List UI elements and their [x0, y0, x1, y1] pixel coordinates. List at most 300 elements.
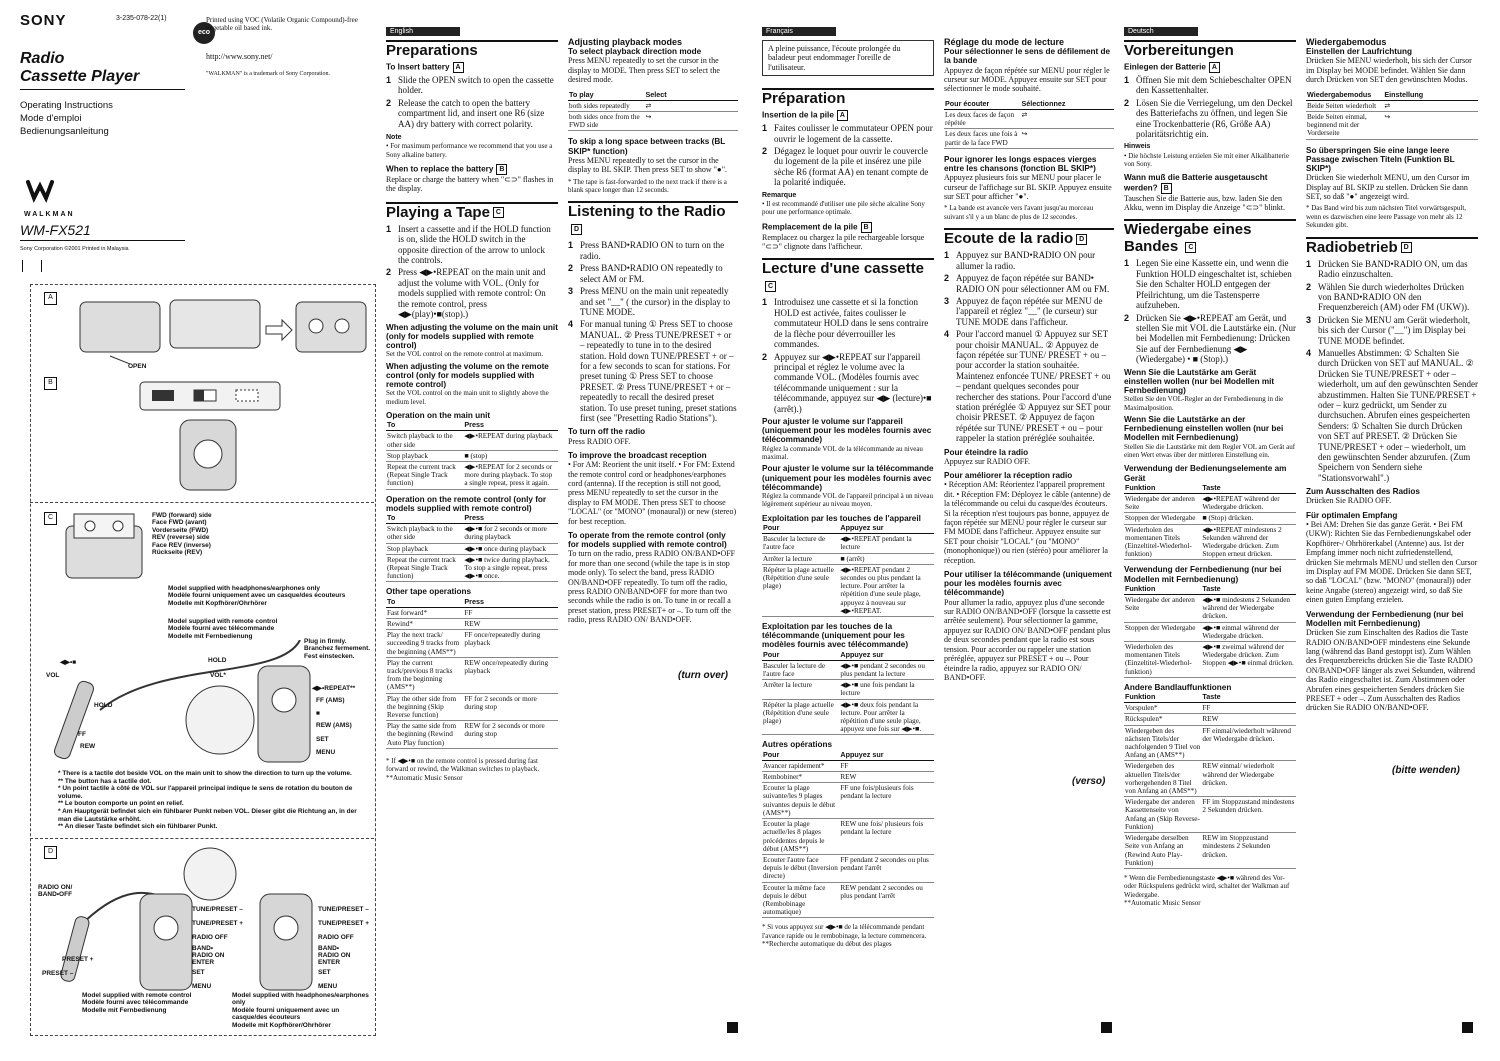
note-1: * There is a tactile dot beside VOL on the main unit to show the direction to turn up the volume.: [58, 770, 352, 777]
en-vol-remote-title: When adjusting the volume on the remote control (only for models supplied with remote control): [386, 361, 549, 389]
table-cell-action: Beide Seiten wiederholt: [1306, 100, 1383, 111]
en-vol-main-title: When adjusting the volume on the main unit (only for models supplied with remote control): [386, 322, 558, 350]
table-row: [1124, 725, 1296, 761]
eco-badge: eco: [193, 22, 215, 44]
rc-caption-en: Model supplied with remote control: [168, 618, 278, 625]
table-cell-action: Wiederholen des momentanen Titels (Einzeltitel-Wiederhol-funktion): [1124, 524, 1201, 560]
section-divider-2: [30, 838, 374, 839]
table-cell-control: ■ (arrêt): [839, 553, 934, 564]
table-cell-control: REW: [839, 772, 934, 783]
fr-improve-text: • Réception AM: Réorientez l'appareil proprement dit. • Réception FM: Déployez le câble (antenne) de la télécommande ou celui du casque/des écouteurs. Si la réception n'est toujours pas bonne, appuyez de façon répétée sur MENU pour régler le curseur sur FM MODE dans l'afficheur. Appuyez ensuite sur SET pour choisir "LOCAL" (ou "MONO" (monophonique)) ou rien (stéréo) pour améliorer la réception.: [944, 480, 1111, 565]
en-ref-d: D: [571, 224, 582, 235]
table-row: [762, 660, 934, 679]
plug-de: Fest einstecken.: [304, 652, 355, 660]
de-note-title: Hinweis: [1124, 143, 1151, 151]
radio-off-right: RADIO OFF: [318, 934, 354, 941]
en-improve-text: • For AM: Reorient the unit itself. • For FM: Extend the remote control cord or headphones/earphones cord (antenna). If the reception is still not good, press MENU repeatedly to set the cursor in the display to FM MODE. Then press SET to choose "LOCAL" (or "MONO" (monaural)) or new (stereo) for best reception.: [568, 460, 737, 526]
en-radio-step-3: 3 Press MENU on the main unit repeatedly and set "__" ( the cursor) in the display to TUNE MODE.: [568, 286, 731, 317]
en-replace-text: Replace or charge the battery when "⊂⊃" flashes in the display.: [386, 175, 554, 194]
set-right: SET: [318, 969, 331, 976]
table-cell-control: REW for 2 seconds or more during stop: [463, 721, 558, 749]
table-cell-action: Rewind*: [386, 619, 463, 630]
table-row: [762, 699, 934, 735]
en-other-title: Other tape operations: [386, 587, 472, 597]
sony-url: http://www.sony.net/: [206, 52, 273, 61]
table-row: [1124, 797, 1296, 833]
en-vol-main-text: Set the VOL control on the remote control at maximum.: [386, 350, 544, 359]
de-op-remote-table: Funktion Taste Wiedergabe der anderen Seite ◀▶•■ mindestens 2 Sekunden während der Wiedergabe drücken. Stoppen der Wiedergabe ◀▶•■ einmal während der Wiedergabe drücken. Wiederholen des momentanen Titels (Einzeltitel-Wiederhol-funktion) ◀▶•■ zweimal während der Wiedergabe drücken. Zum Stoppen ◀▶•■ einmal drücken.: [1124, 584, 1296, 678]
table-cell-action: Les deux faces une fois à partir de la face FWD: [944, 129, 1021, 148]
fr-play-step-2: 2 Appuyez sur ◀▶•REPEAT sur l'appareil principal et réglez le volume avec la commande VOL. (Modèles fournis avec télécommande uniquement : sur la télécommande, appuyez sur ◀▶ (lecture)•■ (arrêt).): [762, 351, 932, 414]
fr-adj-table: Pour écouter Sélectionnez Les deux faces de façon répétée ⇄ Les deux faces une fois à partir de la face FWD ↪: [944, 99, 1114, 149]
fr-op-main-title: Exploitation par les touches de l'appareil: [762, 513, 921, 523]
table-cell-control: ↪: [1383, 112, 1478, 140]
table-row: [1124, 595, 1296, 623]
figure-b-label: B: [44, 377, 57, 390]
table-cell-action: Basculer la lecture de l'autre face: [762, 660, 839, 679]
en-op-remote-title: Operation on the remote control (only for models supplied with remote control): [386, 494, 547, 513]
fr-ref-c: C: [765, 281, 776, 292]
de-remote-text: Drücken Sie zum Einschalten des Radios die Taste RADIO ON/BAND•OFF mindestens eine Sekunde lang (während das Band gestoppt ist). Zum Wählen des Frequenzbereichs drücken Sie die Taste RADIO ON/BAND•OFF länger als zwei Sekunden, während das Radio eingeschaltet ist. Zum Abstimmen oder Abrufen eines gespeicherten Senders drücken Sie PRESET + oder –. Zum Ausschalten des Radios drücken Sie RADIO ON/BAND•OFF.: [1306, 628, 1475, 713]
menu-label: MENU: [316, 749, 336, 756]
table-cell-control: FF une fois/plusieurs fois pendant la lecture: [839, 783, 934, 819]
table-cell-control: ◀▶•REPEAT während der Wiedergabe drücken.: [1201, 493, 1296, 512]
table-cell-control: ◀▶•■ once during playback: [463, 543, 558, 554]
table-row: [386, 524, 558, 543]
repeat-label: ◀▶•REPEAT**: [312, 685, 356, 692]
menu-right: MENU: [318, 983, 338, 990]
table-row: [1124, 761, 1296, 797]
fr-radio-title-row: [944, 230, 1114, 247]
table-cell-action: Play the same side from the beginning (Rewind Auto Play function): [386, 721, 463, 749]
note-3: * Un point tactile à côté de VOL sur l'appareil principal indique le sens de rotation du bouton de volume.: [58, 785, 353, 800]
de-vol-main-title: Wenn Sie die Lautstärke am Gerät einstellen wollen (nur bei Modellen mit Fernbedienung): [1124, 367, 1275, 395]
fig-c-notes: [58, 770, 370, 831]
d-rc-fr: Modèle fourni avec télécommande: [82, 999, 189, 1007]
table-cell-action: Play the current track/previous 8 tracks from the beginning (AMS**): [386, 657, 463, 693]
table-cell-action: Wiedergabe derselben Seite von Anfang an (Rewind Auto Play-Funktion): [1124, 833, 1201, 869]
fr-note-title: Remarque: [762, 191, 797, 199]
table-cell-action: Play the next track/ succeeding 9 tracks from the beginning (AMS**): [386, 630, 463, 658]
fr-off-title: Pour éteindre la radio: [944, 447, 1029, 457]
table-cell-control: ◀▶•■ une fois pendant la lecture: [839, 680, 934, 699]
table-cell-control: ◀▶•REPEAT pendant la lecture: [839, 534, 934, 553]
rev-side-fr: Face REV (inverse): [152, 541, 211, 549]
table-cell-control: REW once/repeatedly during playback: [463, 657, 558, 693]
de-op-remote-title: Verwendung der Fernbedienung (nur bei Modellen mit Fernbedienung): [1124, 565, 1282, 584]
rew-ams-label: REW (AMS): [316, 722, 352, 729]
open-label: OPEN: [128, 363, 147, 370]
table-cell-action: Wiederholen des momentanen Titels (Einzeltitel-Wiederhol-funktion): [1124, 642, 1201, 678]
table-cell-action: Arrêter la lecture: [762, 553, 839, 564]
en-ref-c: C: [493, 207, 504, 218]
remote-model-caption: [168, 618, 277, 640]
fwd-side-en: FWD (forward) side: [152, 512, 212, 519]
d-hp-fr: Modèle fourni uniquement avec un casque/des écouteurs: [232, 1006, 340, 1022]
de-skip-foot: * Das Band wird bis zum nächsten Titel vorwärtsgespult, wenn es dazwischen eine leere Passage von mehr als 12 Sekunden gibt.: [1306, 204, 1467, 230]
table-cell-control: ◀▶•REPEAT mindestens 2 Sekunden während der Wiedergabe drücken. Zum Stoppen erneut drücken.: [1201, 524, 1296, 560]
de-radio-step-4: 4 Manuelles Abstimmen: ① Schalten Sie durch Drücken von SET auf MANUAL. ② Drücken Sie TUNE/PRESET + oder – wiederholt, um auf den gewünschten Sender abzustimmen. Halten Sie TUNE/PRESET + oder – kurz gedrückt, um Sender zu durchsuchen. Abrufen eines gespeicherten Senders: ① Schalten Sie durch Drücken von SET auf PRESET. ② Drücken Sie TUNE/PRESET + oder – wiederholt, um den gewünschten Sender abzurufen. (Zum Speichern von Sendern siehe "Stationsvorwahl".): [1306, 347, 1478, 483]
en-op-main-title: Operation on the main unit: [386, 410, 491, 420]
table-cell-control: FF once/repeatedly during playback: [463, 630, 558, 658]
table-cell-control: ⇄: [645, 100, 739, 111]
table-cell-action: Ecouter la plage suivante/les 9 plages suivantes depuis le début (AMS**): [762, 783, 839, 819]
en-skip-foot: * The tape is fast-forwarded to the next track if there is a blank space longer than 12 seconds.: [568, 177, 727, 195]
en-replace-title: When to replace the battery: [386, 164, 494, 174]
table-cell-action: Wiedergabe der anderen Kassettenseite von Anfang an (Skip Reverse-Funktion): [1125, 798, 1200, 831]
table-row: [386, 619, 558, 630]
en-ref-a: A: [453, 62, 464, 73]
de-op-main-title: Verwendung der Bedienungselemente am Gerät: [1124, 464, 1287, 483]
fr-insert-step-2: 2 Dégagez le loquet pour ouvrir le couvercle du logement de la pile et insérez une pile sèche R6 (format AA) en tenant compte de la polarité indiquée.: [762, 146, 929, 188]
fr-other-title: Autres opérations: [762, 740, 833, 750]
fr-playing-title-row: [762, 260, 934, 294]
de-replace-title: Wann muß die Batterie ausgetauscht werden?: [1124, 173, 1268, 193]
table-cell-control: FF for 2 seconds or more during stop: [463, 693, 558, 721]
registration-mark-3: [1462, 1022, 1473, 1033]
table-cell-control: ⇄: [1021, 110, 1115, 129]
fr-insert-step-1: 1 Faites coulisser le commutateur OPEN pour ouvrir le logement de la cassette.: [762, 123, 933, 144]
verso: (verso): [1072, 776, 1106, 787]
en-other-table: To Press Fast forward* FF Rewind* REW Play the next track/ succeeding 9 tracks from the beginning (AMS**) FF once/repeatedly during playback Play the current track/previous 8 tracks from the beginning (AMS**) REW once/repeatedly during playback Play the other side from the beginning (Skip Reverse function) FF for 2 seconds or more during stop Play the same side from the beginning (Rewind Auto Play function) REW for 2 seconds or more during stop: [386, 597, 558, 749]
de-adj-table: Wiedergabemodus Einstellung Beide Seiten wiederholt ⇄ Beide Seiten einmal, beginnend mit der Vorderseite ↪: [1306, 90, 1478, 140]
registration-mark-1: [727, 1022, 738, 1033]
de-insert-battery-heading: Einlegen der Batterie: [1124, 62, 1206, 72]
rew-label-remote: REW: [80, 743, 96, 750]
note-2: ** The button has a tactile dot.: [58, 777, 152, 785]
table-cell-control: ■ (Stop) drücken.: [1201, 513, 1296, 524]
walkman-wordmark: WALKMAN: [24, 211, 75, 218]
de-playing-title: Wiedergabe eines Bandes: [1124, 221, 1252, 256]
table-cell-action: Fast forward*: [386, 607, 463, 618]
table-row: [386, 543, 558, 554]
table-row: [762, 882, 934, 918]
en-adj-title: Adjusting playback modes: [568, 37, 683, 47]
table-cell-control: ◀▶•■ mindestens 2 Sekunden während der Wiedergabe drücken.: [1201, 595, 1296, 623]
table-row: [944, 110, 1114, 129]
fr-ref-b: B: [861, 222, 872, 233]
french-col-2: [944, 38, 1114, 682]
table-cell-control: ◀▶•■ deux fois pendant la lecture. Pour arrêter la répétition d'une seule plage, appuyez une fois sur ◀▶•■.: [839, 699, 934, 735]
table-cell-action: Wiedergabe der anderen Seite: [1124, 595, 1201, 623]
fr-adj-title: Réglage du mode de lecture: [944, 37, 1065, 47]
table-row: [386, 607, 558, 618]
copyright: Sony Corporation ©2001 Printed in Malaysia: [20, 246, 129, 252]
de-replace-text: Tauschen Sie die Batterie aus, bzw. laden Sie den Akku, wenn im Display die Anzeige "⊂⊃" blinkt.: [1124, 193, 1286, 213]
d-rc-en: Model supplied with remote control: [82, 992, 192, 999]
en-play-step-1: 1 Insert a cassette and if the HOLD function is on, slide the HOLD switch in the opposite direction of the arrow to unlock the controls.: [386, 223, 551, 266]
de-vol-remote-title: Wenn Sie die Lautstärke an der Fernbedienung einstellen wollen (nur bei Modellen mit Fernbedienung): [1124, 414, 1284, 443]
rev-side-en: REV (reverse) side: [152, 534, 210, 542]
de-radio-title: Radiobetrieb: [1306, 238, 1398, 256]
en-insert-battery-heading: To Insert battery: [386, 62, 450, 72]
section-divider: [30, 502, 374, 503]
fr-skip-text: Appuyez plusieurs fois sur MENU pour placer le curseur de l'affichage sur BL SKIP. Appuyez ensuite sur SET pour afficher "●".: [944, 173, 1112, 202]
table-cell-control: FF im Stoppzustand mindestens 2 Sekunden drücken.: [1201, 797, 1296, 833]
hp-caption-de: Modelle mit Kopfhörer/Ohrhörer: [168, 599, 267, 607]
table-cell-control: ◀▶•■ twice during playback. To stop a single repeat, press ◀▶•■ once.: [463, 554, 558, 582]
fr-radio-step-2: 2 Appuyez de façon répétée sur BAND• RADIO ON pour sélectionner AM ou FM.: [944, 273, 1110, 294]
table-cell-action: Stoppen der Wiedergabe: [1124, 513, 1201, 524]
hp-caption-en: Model supplied with headphones/earphones only: [168, 585, 321, 592]
en-playing-title-row: [386, 204, 558, 221]
fr-skip-title: Pour ignorer les longs espaces vierges entre les chansons (fonction BL SKIP*): [944, 154, 1097, 174]
de-off-text: Drücken Sie RADIO OFF.: [1306, 496, 1392, 506]
manual-fr: Mode d'emploi: [20, 113, 82, 124]
manual-en: Operating Instructions: [20, 100, 113, 111]
table-row: [386, 657, 558, 693]
table-cell-action: Ecouter la plage actuelle/les 8 plages précédentes depuis le début (AMS**): [762, 819, 839, 855]
table-cell-control: ◀▶•■ pendant 2 secondes ou plus pendant la lecture: [839, 660, 934, 679]
table-row: [1124, 493, 1296, 512]
tune-minus-mid: TUNE/PRESET –: [192, 906, 243, 913]
preset-plus-label: PRESET +: [62, 956, 94, 963]
fr-warning-text: A pleine puissance, l'écoute prolongée du baladeur peut endommager l'oreille de l'utilisateur.: [768, 44, 901, 72]
table-cell-control: FF: [463, 607, 558, 618]
de-adj-text: Drücken Sie MENU wiederholt, bis sich der Cursor im Display bei MODE befindet. Wählen Sie dann durch Drücken von SET den gewünschten Modus.: [1306, 56, 1472, 85]
table-cell-action: Rückspulen*: [1124, 714, 1201, 725]
preset-minus-label: PRESET –: [42, 970, 74, 977]
play-stop-label: ◀▶•■: [60, 659, 77, 666]
de-playing-title-row: [1124, 221, 1296, 255]
german-col-2: [1306, 38, 1478, 713]
table-row: [1306, 100, 1478, 111]
table-cell-action: Ecouter la même face depuis le début (Rembobinage automatique): [762, 882, 839, 918]
eco-text: Printed using VOC (Volatile Organic Compound)-free vegetable oil based ink.: [206, 16, 358, 33]
table-row: [386, 450, 558, 461]
en-improve-title: To improve the broadcast reception: [568, 450, 707, 460]
de-improve-title: Für optimalen Empfang: [1306, 510, 1398, 520]
figure-a-label: A: [44, 292, 57, 305]
table-row: [944, 129, 1114, 148]
de-op-main-table: Funktion Taste Wiedergabe der anderen Seite ◀▶•REPEAT während der Wiedergabe drücken. Stoppen der Wiedergabe ■ (Stop) drücken. Wiederholen des momentanen Titels (Einzeltitel-Wiederhol-funktion) ◀▶•REPEAT mindestens 2 Sekunden während der Wiedergabe drücken. Zum Stoppen erneut drücken.: [1124, 483, 1296, 561]
de-ref-c: C: [1185, 242, 1196, 253]
fr-play-step-1: 1 Introduisez une cassette et si la fonction HOLD est activée, faites coulisser le commutateur HOLD dans le sens contraire de la flèche pour déverrouiller les commandes.: [762, 297, 929, 350]
table-row: [386, 431, 558, 450]
part-number: 3-235-078-22(1): [116, 15, 167, 22]
fr-foot-1: * Si vous appuyez sur ◀▶•■ de la télécommande pendant l'avance rapide ou le rembobinage, la lecture commencera.: [762, 923, 927, 940]
de-adj-title: Wiedergabemodus: [1306, 37, 1387, 47]
fr-warning-box: [762, 40, 934, 76]
rc-caption-de: Modelle mit Fernbedienung: [168, 632, 253, 640]
fr-radio-title: Ecoute de la radio: [944, 230, 1074, 248]
note-4: ** Le bouton comporte un point en relief.: [58, 800, 184, 808]
fr-vol-remote-text: Réglez la commande VOL de l'appareil principal à un niveau légèrement supérieur au niveau moyen.: [762, 491, 933, 509]
table-cell-action: Rembobiner*: [762, 772, 839, 783]
de-skip-text: Drücken Sie wiederholt MENU, um den Cursor im Display auf BL SKIP zu stellen. Drücken Sie dann SET, so daß "●" angezeigt wird.: [1306, 173, 1470, 202]
table-row: [386, 461, 558, 489]
fwd-side-de: Vorderseite (FWD): [152, 526, 209, 534]
tune-plus-right: TUNE/PRESET +: [318, 920, 370, 927]
product-title: [20, 50, 139, 86]
ff-ams-label: FF (AMS): [316, 697, 345, 704]
fr-off-text: Appuyez sur RADIO OFF.: [944, 456, 1031, 466]
fr-vol-main-text: Réglez la commande VOL de la télécommande au niveau maximal.: [762, 444, 923, 461]
en-remote-title: To operate from the remote control (only for models supplied with remote control): [568, 531, 727, 550]
table-cell-action: Play the other side from the beginning (Skip Reverse function): [386, 693, 463, 721]
de-skip-title: So überspringen Sie eine lange leere Passage zwischen Titeln (Funktion BL SKIP*): [1306, 145, 1455, 174]
table-cell-action: Repeat the current track (Repeat Single Track function): [386, 554, 463, 582]
table-row: [762, 819, 934, 855]
fr-op-remote-table: Pour Appuyez sur Basculer la lecture de l'autre face ◀▶•■ pendant 2 secondes ou plus pendant la lecture Arrêter la lecture ◀▶•■ une fois pendant la lecture Répéter la plage actuelle (Répétition d'une seule plage) ◀▶•■ deux fois pendant la lecture. Pour arrêter la répétition d'une seule plage, appuyez une fois sur ◀▶•■.: [762, 650, 934, 736]
fr-adj-text: Appuyez de façon répétée sur MENU pour régler le curseur sur MODE. Appuyez ensuite sur SET pour sélectionner le mode souhaité.: [944, 65, 1110, 94]
hold-label-1: HOLD: [208, 657, 227, 664]
plug-fr: Branchez fermement.: [304, 645, 371, 653]
table-cell-action: Stoppen der Wiedergabe: [1124, 622, 1201, 641]
en-adj-sub: To select playback direction mode: [568, 47, 702, 57]
band-radio-on-right: BAND• RADIO ON ENTER: [318, 945, 351, 966]
table-row: [762, 783, 934, 819]
table-cell-control: REW: [463, 619, 558, 630]
fr-improve-title: Pour améliorer la réception radio: [944, 471, 1073, 481]
table-row: [386, 721, 558, 749]
de-note-text: • Die höchste Leistung erzielen Sie mit einer Alkalibatterie von Sony.: [1124, 151, 1289, 169]
en-vol-remote-text: Set the VOL control on the main unit to slightly above the medium level.: [386, 389, 549, 406]
table-row: [762, 564, 934, 616]
de-improve-text: • Bei AM: Drehen Sie das ganze Gerät. • Bei FM (UKW): Richten Sie das Fernbedienungskabel oder Kopfhörer-/ Ohrhörerkabel (Antenne) aus. Ist der Empfang immer noch nicht zufriedenstellend, drücken Sie mehrmals MENU und stellen den Cursor im Display auf FM MODE. Drücken Sie dann SET, so daß "LOCAL" (bzw. "MONO" (monaural)) oder keine Angabe (stereo) angezeigt wird, so daß Sie einen guten Empfang erzielen.: [1306, 520, 1478, 605]
en-foot-1: * If ◀▶•■ on the remote control is pressed during fast forward or rewind, the Walkman switches to playback.: [386, 756, 540, 774]
en-play-step-2: 2 Press ◀▶•REPEAT on the main unit and adjust the volume with VOL. (Only for models supplied with remote control: On the remote control, press ◀▶(play)•■(stop).): [386, 267, 546, 320]
table-cell-control: ⇄: [1383, 100, 1478, 111]
table-row: [1124, 833, 1296, 869]
lang-tab-french: Français: [762, 27, 836, 36]
rc-caption-fr: Modèle fourni avec télécommande: [168, 625, 275, 633]
table-cell-action: Switch playback to the other side: [386, 524, 463, 543]
table-row: [762, 854, 934, 882]
set-mid: SET: [192, 969, 205, 976]
fr-note-text: • Il est recommandé d'utiliser une pile sèche alcaline Sony pour une performance optimale.: [762, 199, 925, 217]
set-label: SET: [316, 736, 329, 743]
radio-off-mid: RADIO OFF: [192, 934, 228, 941]
walkman-logo: [24, 178, 84, 218]
en-adj-text: Press MENU repeatedly to set the cursor in the display to MODE. Then press SET to select the desired mode.: [568, 56, 720, 85]
direction-labels: [152, 512, 212, 556]
table-cell-action: Ecouter l'autre face depuis le début (Inversion directe): [763, 855, 838, 881]
table-cell-action: Vorspulen*: [1124, 703, 1201, 714]
table-row: [568, 100, 738, 111]
fr-remote-title: Pour utiliser la télécommande (uniquement pour les modèles fournis avec télécommande): [944, 570, 1112, 598]
vol-star-label: VOL*: [210, 672, 226, 679]
fr-skip-foot: * La bande est avancée vers l'avant jusqu'au morceau suivant s'il y a un blanc de plus de 12 secondes.: [944, 204, 1094, 221]
model-number: WM-FX521: [20, 222, 91, 238]
table-row: [1124, 642, 1296, 678]
en-foot-2: **Automatic Music Sensor: [386, 773, 463, 782]
note-5: * Am Hauptgerät befindet sich ein fühlbarer Punkt neben VOL. Dieser gibt die Richtung an, in der man die Lautstärke erhöht.: [58, 807, 357, 823]
band-radio-on-mid: BAND• RADIO ON ENTER: [192, 945, 225, 966]
table-cell-control: ■ (stop): [463, 450, 558, 461]
ff-label-remote: FF: [78, 731, 86, 738]
table-cell-action: Arrêter la lecture: [762, 680, 839, 699]
fr-foot-2: **Recherche automatique du début des plages: [762, 940, 892, 949]
fr-prep-title: Préparation: [762, 90, 846, 108]
table-cell-action: Wiedergabe der anderen Seite: [1124, 493, 1201, 512]
table-cell-action: Les deux faces de façon répétée: [944, 110, 1021, 129]
table-cell-control: REW einmal/ wiederholt während der Wiedergabe drücken.: [1201, 761, 1296, 797]
de-radio-step-1: 1 Drücken Sie BAND•RADIO ON, um das Radio einzuschalten.: [1306, 258, 1468, 280]
table-cell-control: ◀▶•REPEAT for 2 seconds or more during playback. To stop a single repeat, press it again.: [463, 461, 558, 489]
en-op-main-table: To Press Switch playback to the other side ◀▶•REPEAT during playback Stop playback ■ (stop) Repeat the current track (Repeat Single Track function) ◀▶•REPEAT for 2 seconds or more during playback. To stop a single repeat, press it again.: [386, 420, 558, 489]
en-note-text: • For maximum performance we recommend that you use a Sony alkaline battery.: [386, 142, 553, 159]
fr-replace-text: Remplacez ou chargez la pile rechargeable lorsque "⊂⊃" clignote dans l'afficheur.: [762, 232, 925, 252]
table-cell-control: REW im Stoppzustand mindestens 2 Sekunden drücken.: [1201, 833, 1296, 869]
fr-remote-text: Pour allumer la radio, appuyez plus d'une seconde sur RADIO ON/BAND•OFF (lorsque la cassette est arrêtée seulement). Pour sélectionner la gamme, appuyez sur RADIO ON/ BAND•OFF pendant plus de deux secondes pendant que la radio est sous tension. Pour accorder ou rappeler une station préréglée, appuyez sur PRESET + ou –. Pour éteindre la radio, appuyez sur RADIO ON/ BAND•OFF.: [944, 597, 1111, 682]
manual-list: [20, 99, 113, 138]
table-cell-control: FF einmal/wiederholt während der Wiedergabe drücken.: [1201, 725, 1296, 761]
table-cell-control: REW: [1201, 714, 1296, 725]
en-insert-step-2: 2 Release the catch to open the battery compartment lid, and insert one R6 (size AA) dry battery with correct polarity.: [386, 97, 545, 129]
de-vol-main-text: Stellen Sie den VOL-Regler an der Fernbedienung in die Maximalposition.: [1124, 395, 1284, 412]
fr-insert-battery-heading: Insertion de la pile: [762, 110, 834, 120]
lang-tab-german: Deutsch: [1124, 27, 1198, 36]
menu-mid: MENU: [192, 983, 212, 990]
en-note-title: Note: [386, 134, 402, 142]
table-cell-control: REW pendant 2 secondes ou plus pendant l'arrêt: [839, 882, 934, 918]
de-adj-sub: Einstellen der Laufrichtung: [1306, 47, 1412, 57]
fig-d-right-labels: [318, 903, 373, 994]
en-prep-title: Preparations: [386, 42, 478, 59]
table-cell-control: ↪: [1021, 129, 1115, 148]
fr-radio-step-4: 4 Pour l'accord manuel ① Appuyez sur SET pour choisir MANUAL. ② Appuyez de façon répétée sur TUNE/ PRESET + ou – pour accorder la station souhaitée. Maintenez enfoncée TUNE/ PRESET + ou – pendant quelques secondes pour rechercher des stations. Pour l'accord d'une station préréglée ① Appuyez sur SET pour choisir PRESET. ② Appuyez de façon répétée sur TUNE/ PRESET + ou – pour rappeler la station préréglée souhaitée.: [944, 329, 1112, 444]
table-cell-control: ◀▶•■ for 2 seconds or more during playback: [463, 524, 558, 543]
table-row: [386, 693, 558, 721]
stop-label: ■: [316, 710, 320, 717]
en-skip-title: To skip a long space between tracks (BL SKIP* function): [568, 137, 726, 156]
title-rule: [20, 89, 185, 90]
de-ref-d: D: [1401, 242, 1412, 253]
en-op-remote-table: To Press Switch playback to the other side ◀▶•■ for 2 seconds or more during playback Stop playback ◀▶•■ once during playback Repeat the current track (Repeat Single Track function) ◀▶•■ twice during playback. To stop a single repeat, press ◀▶•■ once.: [386, 513, 558, 582]
table-cell-action: Wiedergeben des nächsten Titels/der nachfolgenden 9 Titel von Anfang an (AMS**): [1125, 726, 1201, 760]
french-col-1: [762, 40, 934, 949]
table-row: [762, 760, 934, 771]
fr-radio-step-3: 3 Appuyez de façon répétée sur MENU de l'appareil et réglez "__" (le curseur) sur TUNE MODE dans l'afficheur.: [944, 295, 1103, 327]
title-line-1: Radio: [20, 50, 65, 67]
table-row: [762, 553, 934, 564]
table-cell-action: Avancer rapidement*: [762, 760, 839, 771]
fr-replace-title: Remplacement de la pile: [762, 222, 858, 232]
figure-c-label: C: [44, 512, 57, 525]
table-row: [762, 772, 934, 783]
english-col-1: [386, 40, 558, 782]
de-insert-step-2: 2 Lösen Sie die Verriegelung, um den Deckel des Batteriefachs zu öffnen, und legen Sie eine Trockenbatterie (R6, Größe AA) polaritätsrichtig ein.: [1124, 97, 1293, 140]
de-foot-2: **Automatic Music Sensor: [1124, 899, 1201, 908]
table-cell-control: ◀▶•REPEAT during playback: [463, 431, 558, 450]
table-cell-action: both sides repeatedly: [568, 100, 645, 111]
de-off-title: Zum Ausschalten des Radios: [1306, 487, 1420, 497]
table-row: [762, 534, 934, 553]
figure-d-label: D: [44, 846, 57, 859]
de-radio-step-3: 3 Drücken Sie MENU am Gerät wiederholt, bis sich der Cursor ("__") im Display bei TUNE MODE befindet.: [1306, 314, 1470, 346]
fr-other-table: Pour Appuyez sur Avancer rapidement* FF Rembobiner* REW Ecouter la plage suivante/les 9 plages suivantes depuis le début (AMS**) FF une fois/plusieurs fois pendant la lecture Ecouter la plage actuelle/les 8 plages précédentes depuis le début (AMS**) REW une fois/ plusieurs fois pendant la lecture Ecouter l'autre face depuis le début (Inversion directe) FF pendant 2 secondes ou plus pendant l'arrêt Ecouter la même face depuis le début (Rembobinage automatique) REW pendant 2 secondes ou plus pendant l'arrêt: [762, 750, 934, 919]
table-row: [1124, 524, 1296, 560]
table-cell-action: Répéter la plage actuelle (Répétition d'une seule plage): [762, 699, 839, 735]
de-play-step-2: 2 Drücken Sie ◀▶•REPEAT am Gerät, und stellen Sie mit VOL die Lautstärke ein. (Nur bei Modellen mit Fernbedienung: Drücken Sie auf der Fernbedienung ◀▶ (Wiedergabe) • ■ (Stop).): [1124, 312, 1296, 365]
fr-ref-a: A: [837, 110, 848, 121]
table-cell-action: Stop playback: [386, 450, 463, 461]
registration-mark-2: [1101, 1022, 1112, 1033]
table-cell-action: Switch playback to the other side: [386, 431, 463, 450]
d-hp-de: Modelle mit Kopfhörer/Ohrhörer: [232, 1021, 331, 1029]
table-cell-control: FF pendant 2 secondes ou plus pendant l'arrêt: [839, 854, 934, 882]
headphone-model-caption: [168, 585, 345, 607]
rev-side-de: Rückseite (REV): [152, 549, 203, 557]
de-ref-a: A: [1209, 62, 1220, 73]
en-playing-title: Playing a Tape: [386, 203, 490, 221]
d-hp-en: Model supplied with headphones/earphones only: [232, 992, 369, 1007]
de-play-step-1: 1 Legen Sie eine Kassette ein, und wenn die Funktion HOLD eingeschaltet ist, schieben Sie den Schalter HOLD entgegen der Pfeilrichtung, um die Tastensperre aufzuheben.: [1124, 258, 1292, 311]
de-remote-title: Verwendung der Fernbedienung (nur bei Modellen mit Fernbedienung): [1306, 609, 1464, 628]
tune-minus-right: TUNE/PRESET –: [318, 906, 369, 913]
table-cell-control: ◀▶•■ zweimal während der Wiedergabe drücken. Zum Stoppen ◀▶•■ einmal drücken.: [1201, 642, 1296, 678]
